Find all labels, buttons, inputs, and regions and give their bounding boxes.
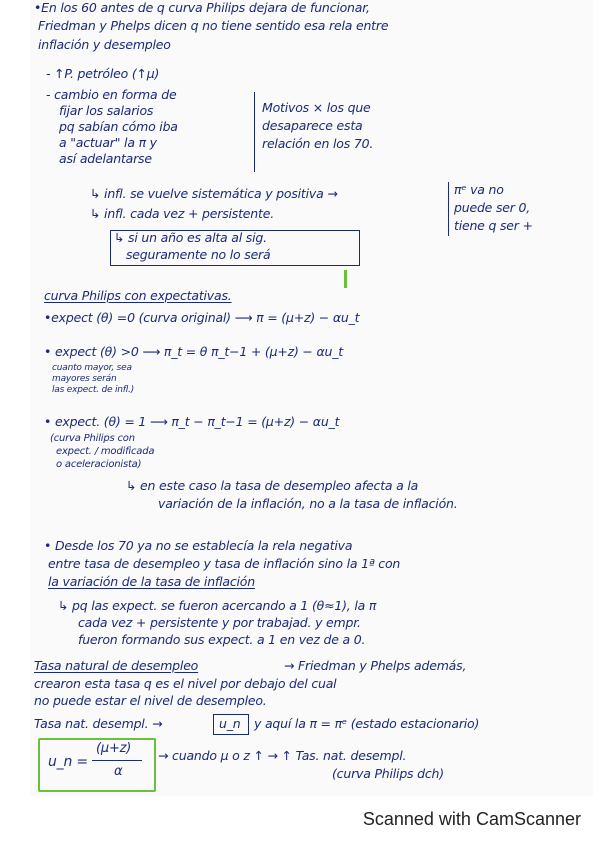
- expect-theta-one-note-1: (curva Philips con: [50, 433, 135, 444]
- motive-wage-line-1: - cambio en forma de: [46, 87, 177, 102]
- natural-rate-title-rest: → Friedman y Phelps además,: [284, 658, 467, 673]
- expect-theta-positive-note-1: cuanto mayor, sea: [52, 363, 132, 373]
- pe-note-2: puede ser 0,: [454, 200, 530, 215]
- desde-line-1: • Desde los 70 ya no se establecía la rela negativa: [44, 538, 353, 553]
- un-symbol: u_n: [219, 716, 241, 731]
- motive-wage-line-4: a "actuar" la π y: [59, 135, 157, 150]
- motive-oil-price: - ↑P. petróleo (↑μ): [46, 66, 160, 81]
- motive-wage-line-5: así adelantarse: [59, 151, 152, 166]
- motives-note-1: Motivos × los que: [262, 100, 371, 115]
- un-line-b: y aquí la π = πᵉ (estado estacionario): [254, 716, 480, 731]
- intro-line-3: inflación y desempleo: [38, 37, 171, 52]
- pe-note-3: tiene q ser +: [454, 218, 533, 233]
- desde-line-2: entre tasa de desempleo y tasa de inflación sino la 1ª con: [48, 556, 401, 571]
- infl-persistent: ↳ infl. cada vez + persistente.: [90, 206, 274, 221]
- expect-theta-positive-note-2: mayores serán: [52, 374, 117, 384]
- intro-line-2: Friedman y Phelps dicen q no tiene sentido esa rela entre: [38, 18, 389, 33]
- pe-note-bracket: [448, 182, 449, 236]
- boxed-note-line-2: seguramente no lo será: [126, 247, 271, 262]
- green-mark: [344, 270, 347, 288]
- natural-rate-title: Tasa natural de desempleo: [34, 658, 199, 673]
- motives-note-3: relación en los 70.: [262, 136, 374, 151]
- expect-theta-one: • expect. (θ) = 1 ⟶ π_t − π_t−1 = (μ+z) − αu_t: [44, 414, 340, 429]
- boxed-note-line-1: ↳ si un año es alta al sig.: [114, 230, 267, 245]
- pq-line-3: fueron formando sus expect. a 1 en vez de a 0.: [78, 632, 366, 647]
- expect-theta-one-result-2: variación de la inflación, no a la tasa de inflación.: [158, 496, 458, 511]
- expect-section-title: curva Philips con expectativas.: [44, 288, 232, 303]
- pq-line-2: cada vez + persistente y por trabajad. y empr.: [78, 615, 361, 630]
- pe-note-1: πᵉ va no: [454, 182, 504, 197]
- expect-theta-one-note-3: o aceleracionista): [56, 459, 142, 470]
- motives-bracket: [254, 92, 255, 172]
- scanner-watermark: Scanned with CamScanner: [362, 809, 581, 829]
- un-line-a: Tasa nat. desempl. →: [34, 716, 163, 731]
- formula-rest-1: → cuando μ o z ↑ → ↑ Tas. nat. desempl.: [158, 748, 407, 763]
- natural-rate-line-2: no puede estar el nivel de desempleo.: [34, 693, 267, 708]
- formula-rest-2: (curva Philips dch): [332, 766, 444, 781]
- motive-wage-line-3: pq sabían cómo iba: [59, 119, 178, 134]
- formula-lhs: u_n =: [48, 754, 88, 770]
- motives-note-2: desaparece esta: [262, 118, 363, 133]
- desde-line-3: la variación de la tasa de inflación: [48, 574, 255, 589]
- infl-systematic: ↳ infl. se vuelve sistemática y positiva →: [90, 186, 338, 201]
- expect-theta-positive-note-3: las expect. de infl.): [52, 385, 135, 395]
- intro-line-1: •En los 60 antes de q curva Philips dejara de funcionar,: [34, 0, 370, 15]
- expect-theta-zero: •expect (θ) =0 (curva original) ⟶ π = (μ+z) − αu_t: [44, 310, 360, 325]
- pq-line-1: ↳ pq las expect. se fueron acercando a 1 (θ≈1), la π: [58, 598, 377, 613]
- formula-numerator: (μ+z): [96, 741, 132, 756]
- motive-wage-line-2: fijar los salarios: [59, 103, 154, 118]
- expect-theta-one-result-1: ↳ en este caso la tasa de desempleo afecta a la: [126, 478, 419, 493]
- expect-theta-positive: • expect (θ) >0 ⟶ π_t = θ π_t−1 + (μ+z) − αu_t: [44, 344, 343, 359]
- natural-rate-line-1: crearon esta tasa q es el nivel por debajo del cual: [34, 676, 337, 691]
- expect-theta-one-note-2: expect. / modificada: [56, 446, 155, 457]
- scanned-page: [30, 0, 593, 796]
- formula-fraction-bar: [92, 760, 142, 761]
- formula-denominator: α: [114, 764, 123, 779]
